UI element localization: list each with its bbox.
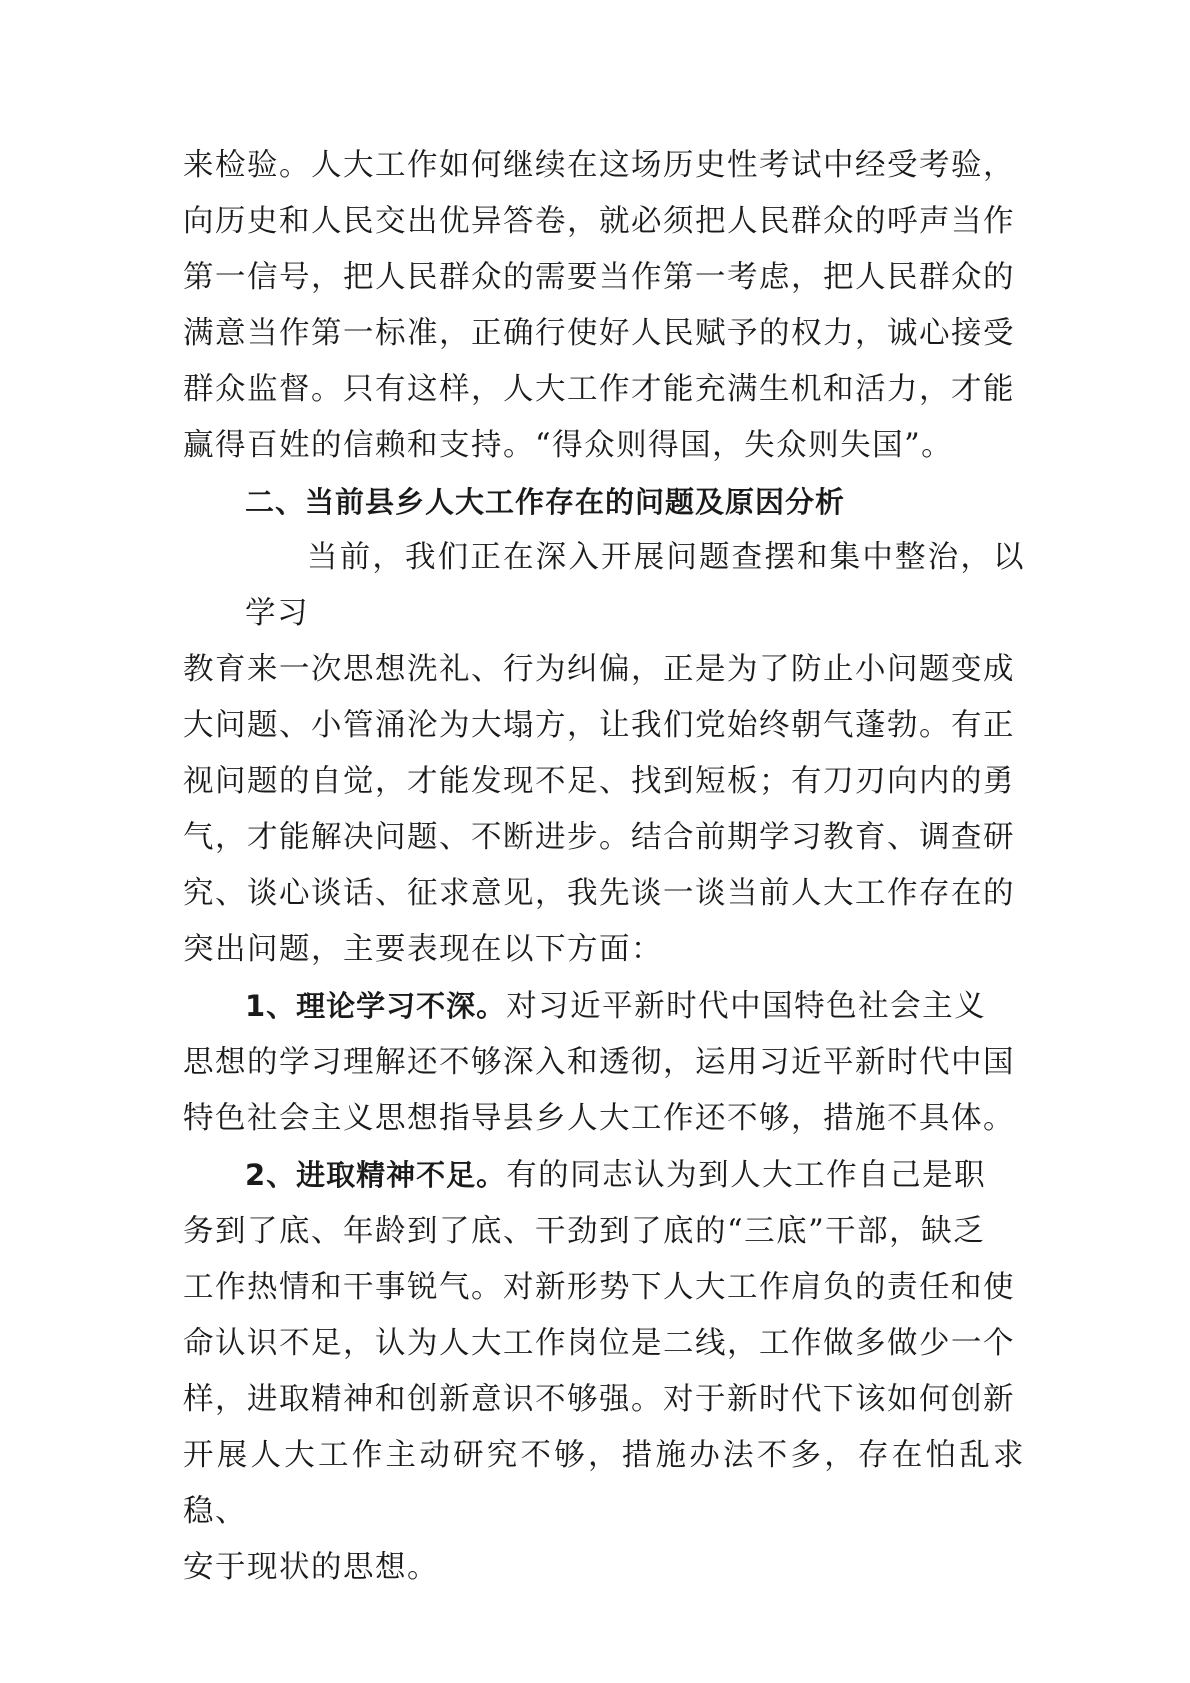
paragraph-intro: [183, 530, 1025, 978]
item-title: 1、理论学习不深。: [245, 989, 507, 1023]
section-heading: 二、当前县乡人大工作存在的问题及原因分析: [245, 485, 846, 519]
document-page: [183, 138, 1025, 1596]
text-line: 思想的学习理解还不够深入和透彻，运用习近平新时代中国: [183, 1045, 1015, 1080]
text-line: 特色社会主义思想指导县乡人大工作还不够，措施不具体。: [183, 1101, 1015, 1136]
text-line: 究、谈心谈话、征求意见，我先谈一谈当前人大工作存在的: [183, 876, 1015, 911]
item-title: 2、进取精神不足。: [245, 1158, 507, 1192]
text-line: 命认识不足，认为人大工作岗位是二线，工作做多做少一个: [183, 1326, 1015, 1361]
text-line: 当前，我们正在深入开展问题查摆和集中整治，以学习: [245, 540, 1025, 631]
item-theory-study: [183, 978, 1025, 1147]
text-line: 工作热情和干事锐气。对新形势下人大工作肩负的责任和使: [183, 1270, 1015, 1305]
item-first-line: [183, 1147, 1025, 1204]
text-line: 来检验。人大工作如何继续在这场历史性考试中经受考验，: [183, 148, 1015, 183]
item-first-line: [183, 978, 1025, 1035]
text-line: 大问题、小管涌沦为大塌方，让我们党始终朝气蓬勃。有正: [183, 708, 1015, 743]
text-line: 教育来一次思想洗礼、行为纠偏，正是为了防止小问题变成: [183, 652, 1015, 687]
text-line: 安于现状的思想。: [183, 1550, 439, 1585]
item-text: 有的同志认为到人大工作自己是职: [506, 1158, 987, 1193]
item-text: 对习近平新时代中国特色社会主义: [506, 989, 987, 1024]
text-line: 务到了底、年龄到了底、干劲到了底的“三底”干部，缺乏: [183, 1214, 986, 1249]
text-line: 样，进取精神和创新意识不够强。对于新时代下该如何创新: [183, 1382, 1015, 1417]
text-line: 开展人大工作主动研究不够，措施办法不多，存在怕乱求稳、: [183, 1438, 1025, 1529]
text-line: 满意当作第一标准，正确行使好人民赋予的权力，诚心接受: [183, 316, 1015, 351]
text-line: 突出问题，主要表现在以下方面：: [183, 932, 663, 967]
text-line: 视问题的自觉，才能发现不足、找到短板；有刀刃向内的勇: [183, 764, 1015, 799]
text-line: 气，才能解决问题、不断进步。结合前期学习教育、调查研: [183, 820, 1015, 855]
item-enterprising-spirit: [183, 1147, 1025, 1596]
paragraph-conclusion: [183, 138, 1025, 474]
text-line: 群众监督。只有这样，人大工作才能充满生机和活力，才能: [183, 372, 1015, 407]
text-line: 第一信号，把人民群众的需要当作第一考虑，把人民群众的: [183, 260, 1015, 295]
text-line: 向历史和人民交出优异答卷，就必须把人民群众的呼声当作: [183, 204, 1015, 239]
text-line: 赢得百姓的信赖和支持。“得众则得国，失众则失国”。: [183, 428, 954, 463]
